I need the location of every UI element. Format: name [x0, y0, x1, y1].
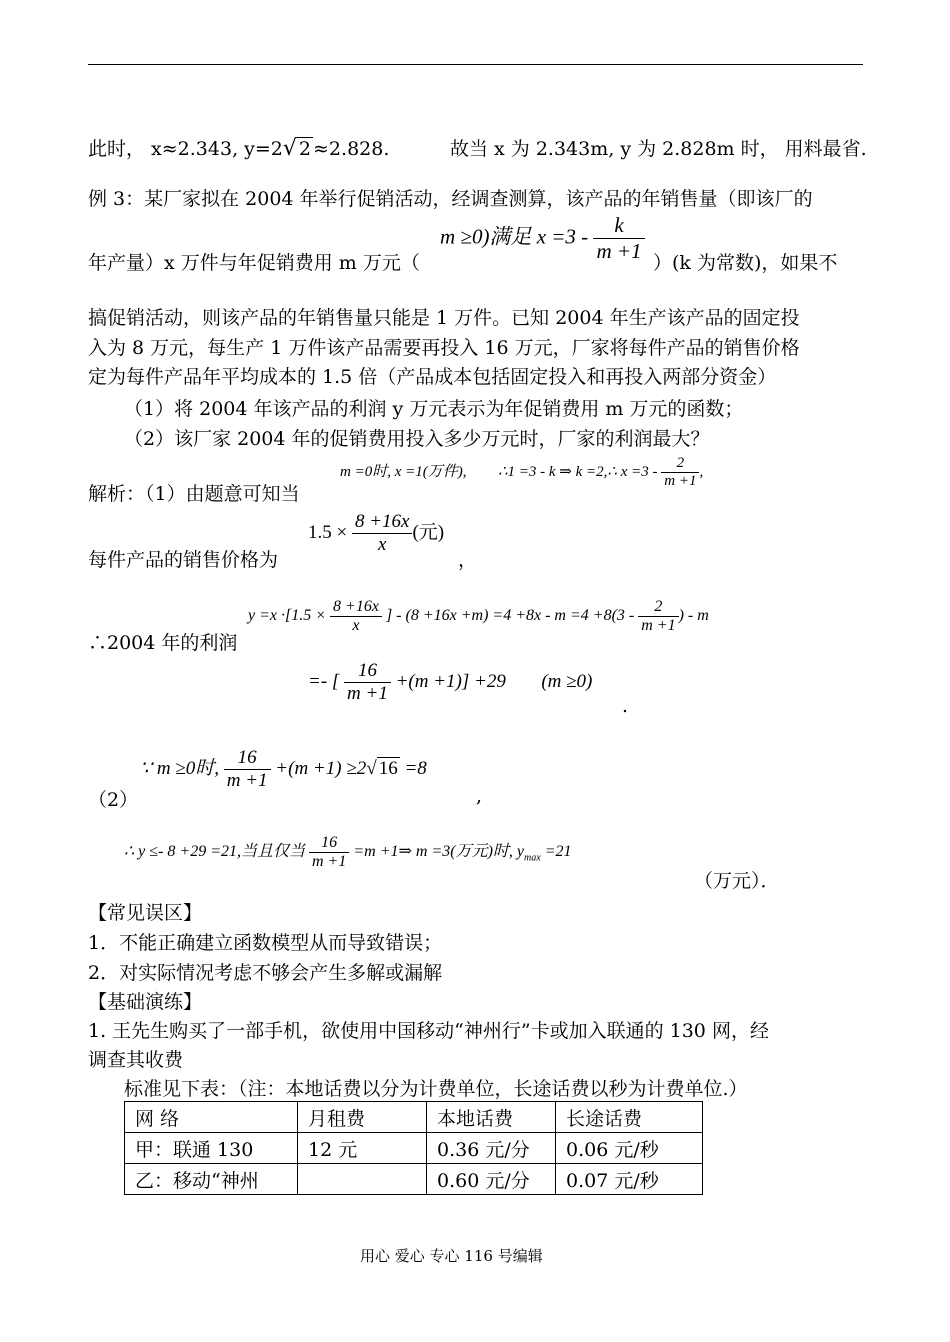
part2-sqrt-symbol: √ — [366, 757, 377, 779]
part2-label: （2） — [88, 789, 139, 811]
result-line — [88, 134, 389, 161]
final-denominator: m +1 — [309, 852, 349, 871]
eq1-end: , — [699, 463, 704, 480]
profit-fraction-2 — [638, 598, 678, 635]
result-text: 此时， x≈2.343, y=2 — [88, 138, 283, 160]
price-denominator: x — [352, 533, 413, 556]
profit2-part-a: =- [ — [308, 670, 340, 692]
price-unit: (元) — [412, 521, 445, 543]
solution-intro: 解析：（1）由题意可知当 — [88, 483, 300, 505]
table-header-cell: 长途话费 — [556, 1102, 703, 1133]
practice-line-3: 标准见下表：（注：本地话费以分为计费单位，长途话费以秒为计费单位.） — [124, 1078, 748, 1100]
part2-numerator: 16 — [237, 747, 257, 768]
practice-heading: 【基础演练】 — [88, 991, 203, 1013]
profit-part-b: ] - (8 +16x +m) =4 +8x - m =4 +8(3 - — [385, 607, 635, 625]
profit2-numerator: 16 — [357, 660, 377, 681]
example-line-2-prefix: 年产量）x 万件与年促销费用 m 万元（ — [88, 252, 420, 274]
practice-line-1: 1. 王先生购买了一部手机，欲使用中国移动“神州行”卡或加入联通的 130 网，经 — [88, 1020, 769, 1042]
part2-fraction — [224, 747, 271, 792]
final-unit: （万元）． — [694, 870, 780, 892]
part2-formula — [140, 747, 427, 792]
fraction-numerator: k — [614, 213, 624, 237]
final-result: =21 — [544, 843, 572, 861]
table-cell: 0.36 元/分 — [427, 1133, 556, 1164]
eq1-derivation: ∴1 =3 - k ⇒ k =2,∴ x =3 - — [497, 463, 658, 480]
table-cell: 0.06 元/秒 — [556, 1133, 703, 1164]
solution-eq-1 — [340, 455, 703, 490]
eq1-fraction — [661, 455, 699, 490]
part2-result: =8 — [404, 757, 427, 779]
profit2-denominator: m +1 — [344, 682, 391, 705]
final-fraction — [309, 834, 349, 871]
price-end: ， — [458, 549, 478, 571]
final-condition: =m +1⇒ m =3(万元)时, y — [353, 843, 525, 861]
example-line-5: 定为每件产品年平均成本的 1.5 倍（产品成本包括固定投入和再投入两部分资金） — [88, 366, 777, 388]
table-header-row — [125, 1102, 703, 1133]
example-line-2-suffix: ）(k 为常数)，如果不 — [653, 252, 838, 274]
part2-inequality: +(m +1) ≥2 — [275, 757, 367, 779]
sqrt-symbol: √ — [282, 136, 297, 161]
eq1-condition: m =0时, x =1(万件), — [340, 463, 467, 480]
table-cell: 0.60 元/分 — [427, 1164, 556, 1195]
profit-denominator-1: x — [330, 616, 382, 635]
formula-fraction — [593, 213, 644, 264]
price-fraction — [352, 511, 413, 556]
profit2-part-b: +(m +1)] +29 — [395, 670, 506, 692]
table-cell: 甲：联通 130 — [125, 1133, 298, 1164]
profit-part-c: ) - m — [678, 607, 709, 625]
part2-end: , — [476, 785, 483, 807]
profit-fraction-1 — [330, 598, 382, 635]
table-cell: 0.07 元/秒 — [556, 1164, 703, 1195]
final-formula — [124, 834, 572, 871]
profit2-end: . — [622, 695, 629, 717]
example-line-4: 入为 8 万元，每生产 1 万件该产品需要再投入 16 万元，厂家将每件产品的销售价格 — [88, 337, 800, 359]
price-label: 每件产品的销售价格为 — [88, 549, 279, 571]
part2-condition: ∵ m ≥0时, — [140, 757, 219, 779]
misconception-item: 2．对实际情况考虑不够会产生多解或漏解 — [88, 962, 443, 984]
fee-table — [124, 1101, 703, 1195]
part2-denominator: m +1 — [224, 769, 271, 792]
profit-label: ∴2004 年的利润 — [88, 632, 238, 654]
eq1-numerator: 2 — [676, 455, 685, 471]
example-formula — [440, 213, 645, 264]
table-header-cell: 本地话费 — [427, 1102, 556, 1133]
price-numerator: 8 +16x — [354, 511, 410, 532]
table-cell — [298, 1164, 427, 1195]
profit-formula — [248, 598, 709, 635]
final-numerator: 16 — [321, 834, 338, 851]
misconception-item: 1．不能正确建立函数模型从而导致错误； — [88, 932, 443, 954]
question-2: （2）该厂家 2004 年的促销费用投入多少万元时，厂家的利润最大？ — [124, 428, 710, 450]
result-approx: ≈2.828. — [313, 138, 390, 160]
table-header-cell: 网 络 — [125, 1102, 298, 1133]
profit-numerator-2: 2 — [654, 598, 663, 615]
table-cell: 乙：移动“神州 — [125, 1164, 298, 1195]
formula-condition: m ≥0)满足 — [440, 224, 532, 249]
final-subscript: max — [524, 852, 541, 864]
profit-numerator-1: 8 +16x — [333, 598, 379, 615]
table-cell: 12 元 — [298, 1133, 427, 1164]
final-inequality: ∴ y ≤- 8 +29 =21,当且仅当 — [124, 843, 305, 861]
table-header-cell: 月租费 — [298, 1102, 427, 1133]
price-formula — [308, 511, 444, 556]
profit2-condition: (m ≥0) — [541, 670, 593, 692]
table-row — [125, 1164, 703, 1195]
profit-formula-2 — [308, 660, 592, 705]
page-footer: 用心 爱心 专心 116 号编辑 — [360, 1247, 543, 1265]
part2-sqrt-radicand: 16 — [378, 757, 398, 779]
price-coefficient: 1.5 × — [308, 521, 348, 543]
profit-denominator-2: m +1 — [638, 616, 678, 635]
example-line-3: 搞促销活动，则该产品的年销售量只能是 1 万件。已知 2004 年生产该产品的固定投 — [88, 307, 800, 329]
profit-part-a: y =x ·[1.5 × — [248, 607, 327, 625]
result-conclusion: 故当 x 为 2.343m, y 为 2.828m 时， 用料最省. — [450, 138, 867, 160]
table-row — [125, 1133, 703, 1164]
misconceptions-heading: 【常见误区】 — [88, 902, 203, 924]
eq1-denominator: m +1 — [661, 472, 699, 490]
practice-line-2: 调查其收费 — [88, 1049, 184, 1071]
example-line-1: 例 3：某厂家拟在 2004 年举行促销活动，经调查测算，该产品的年销售量（即该厂的 — [88, 188, 813, 210]
header-rule — [88, 64, 863, 65]
fraction-denominator: m +1 — [593, 238, 644, 264]
profit2-fraction — [344, 660, 391, 705]
question-1: （1）将 2004 年该产品的利润 y 万元表示为年促销费用 m 万元的函数； — [124, 398, 744, 420]
sqrt-radicand: 2 — [298, 138, 312, 160]
formula-equation: x =3 - — [536, 224, 589, 249]
